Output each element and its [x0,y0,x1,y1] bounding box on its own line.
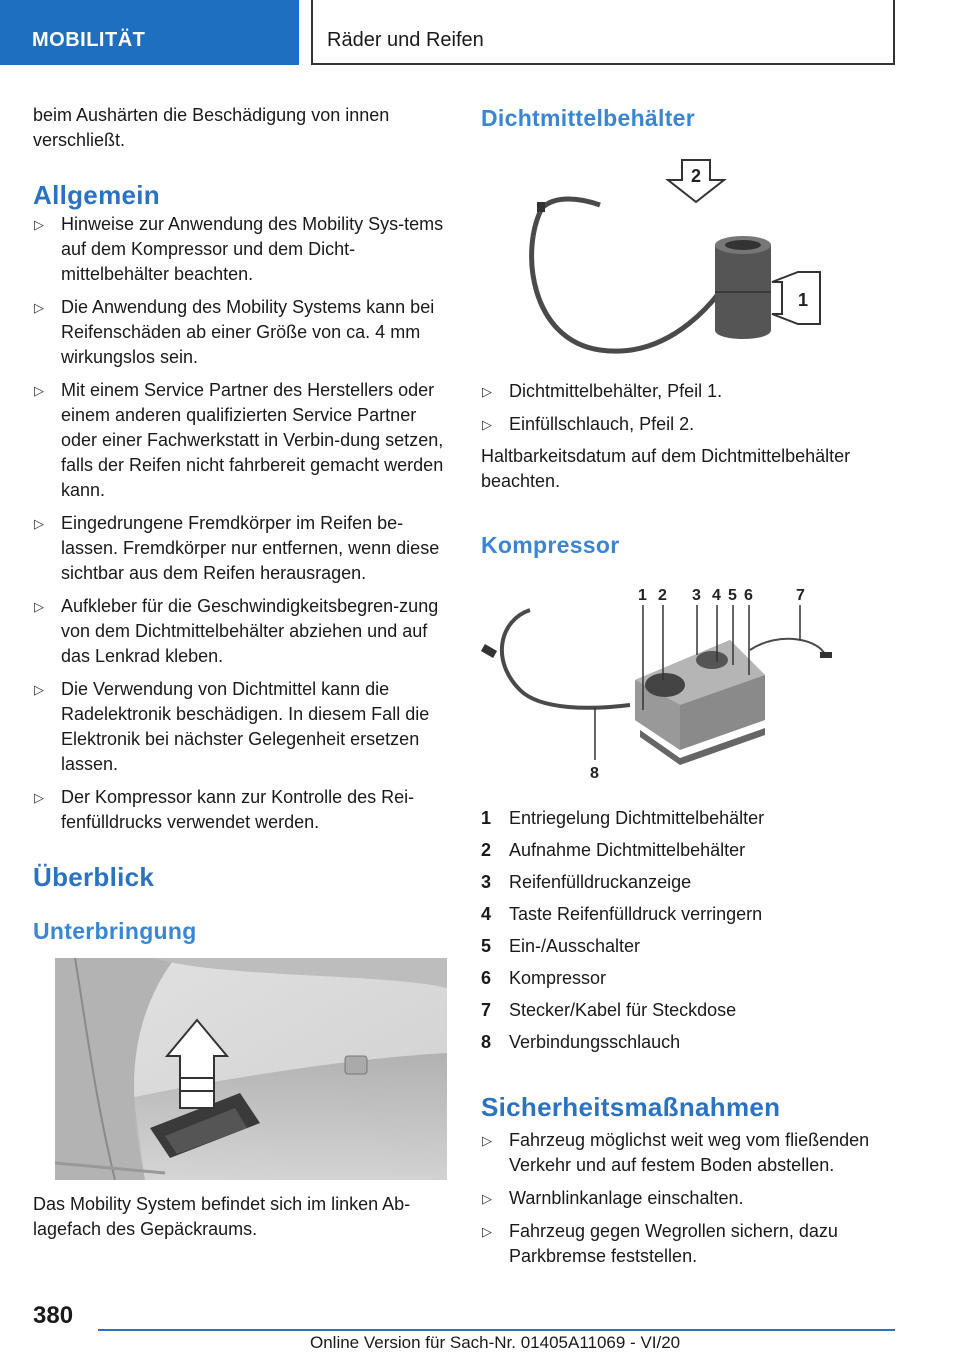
intro-text: beim Aushärten die Beschädigung von innen verschließt. [33,105,390,150]
legend-item: 8 Verbindungsschlauch [481,1032,681,1052]
compressor-legend [481,806,901,1062]
triangle-right-icon: ▷ [482,384,492,399]
triangle-right-icon: ▷ [482,1191,492,1206]
figure-label: 2 [690,166,702,186]
legend-item: 2 Aufnahme Dichtmittelbehälter [481,840,746,860]
section-title: MOBILITÄT [32,29,146,51]
triangle-right-icon: ▷ [34,516,44,531]
container-text: Haltbarkeitsdatum auf dem Dichtmittelbehälter beachten. [481,446,851,491]
heading-overview: Überblick [33,862,155,892]
heading-safety: Sicherheitsmaßnahmen [481,1092,781,1122]
triangle-right-icon: ▷ [34,383,44,398]
legend-item: 4 Taste Reifenfülldruck verringern [481,904,763,924]
list-item: ▷ Der Kompressor kann zur Kontrolle des Rei-fenfülldrucks verwendet werden. [34,787,415,832]
list-item: ▷ Hinweise zur Anwendung des Mobility Sys-tems auf dem Kompressor und dem Dicht-mittelbehälter beachten. [34,214,444,284]
list-item: ▷ Die Verwendung von Dichtmittel kann die Radelektronik beschädigen. In diesem Fall die Elektronik bei nächster Gelegenheit ersetzen lassen. [34,679,430,774]
legend-item: 3 Reifenfülldruckanzeige [481,872,692,892]
section-tab [0,0,299,65]
list-item: ▷ Dichtmittelbehälter, Pfeil 1. [481,379,901,404]
list-item: ▷ Einfüllschlauch, Pfeil 2. [481,412,901,437]
figure-label: 1 [638,587,647,604]
figure-label: 6 [744,587,753,604]
online-version-note: Online Version für Sach-Nr. 01405A11069 - VI/20 [310,1333,681,1352]
figure-label: 2 [658,587,667,604]
triangle-right-icon: ▷ [34,790,44,805]
figure-label: 4 [712,587,721,604]
triangle-right-icon: ▷ [34,217,44,232]
safety-bullet-list [481,1128,901,1277]
container-bullet-list [481,379,901,445]
list-item: ▷ Eingedrungene Fremdkörper im Reifen be-lassen. Fremdkörper nur entfernen, wenn diese sichtbar aus dem Reifen herausragen. [34,513,440,583]
legend-item: 1 Entriegelung Dichtmittelbehälter [481,808,765,828]
figure-label: 1 [797,290,809,310]
triangle-right-icon: ▷ [34,599,44,614]
sealant-container-illustration [520,150,840,360]
heading-general: Allgemein [33,180,160,210]
list-item: ▷ Fahrzeug gegen Wegrollen sichern, dazu Parkbremse feststellen. [482,1221,838,1266]
footer-divider [98,1329,895,1331]
legend-item: 5 Ein-/Ausschalter [481,936,641,956]
chapter-title: Räder und Reifen [327,29,484,51]
triangle-right-icon: ▷ [482,417,492,432]
list-item: ▷ Fahrzeug möglichst weit weg vom fließenden Verkehr und auf festem Boden abstellen. [482,1130,870,1175]
general-bullet-list [33,212,451,843]
figure-label: 7 [796,587,805,604]
figure-label: 5 [728,587,737,604]
triangle-right-icon: ▷ [482,1224,492,1239]
page-number: 380 [33,1302,74,1329]
triangle-right-icon: ▷ [34,300,44,315]
list-item: ▷ Die Anwendung des Mobility Systems kann bei Reifenschäden ab einer Größe von ca. 4 mm wirkungslos sein. [34,297,435,367]
heading-compressor: Kompressor [481,532,620,558]
triangle-right-icon: ▷ [34,682,44,697]
list-item: ▷ Aufkleber für die Geschwindigkeitsbegren-zung von dem Dichtmittelbehälter abziehen und auf das Lenkrad kleben. [34,596,439,666]
list-item: ▷ Warnblinkanlage einschalten. [481,1186,901,1211]
legend-item: 7 Stecker/Kabel für Steckdose [481,1000,737,1020]
compressor-illustration [480,580,840,785]
figure-label: 8 [590,765,599,782]
heading-sealant-container: Dichtmittelbehälter [481,105,696,131]
heading-storage: Unterbringung [33,918,197,944]
figure-label: 3 [692,587,701,604]
chapter-header [311,0,895,65]
triangle-right-icon: ▷ [482,1133,492,1148]
trunk-storage-illustration [55,958,447,1180]
storage-text: Das Mobility System befindet sich im linken Ab-lagefach des Gepäckraums. [33,1194,411,1239]
list-item: ▷ Mit einem Service Partner des Herstellers oder einem anderen qualifizierten Service Partner oder einer Fachwerkstatt in Verbin-dung setzen, falls der Reifen nicht fahrbereit gemacht werden kann. [34,380,444,500]
legend-item: 6 Kompressor [481,968,607,988]
